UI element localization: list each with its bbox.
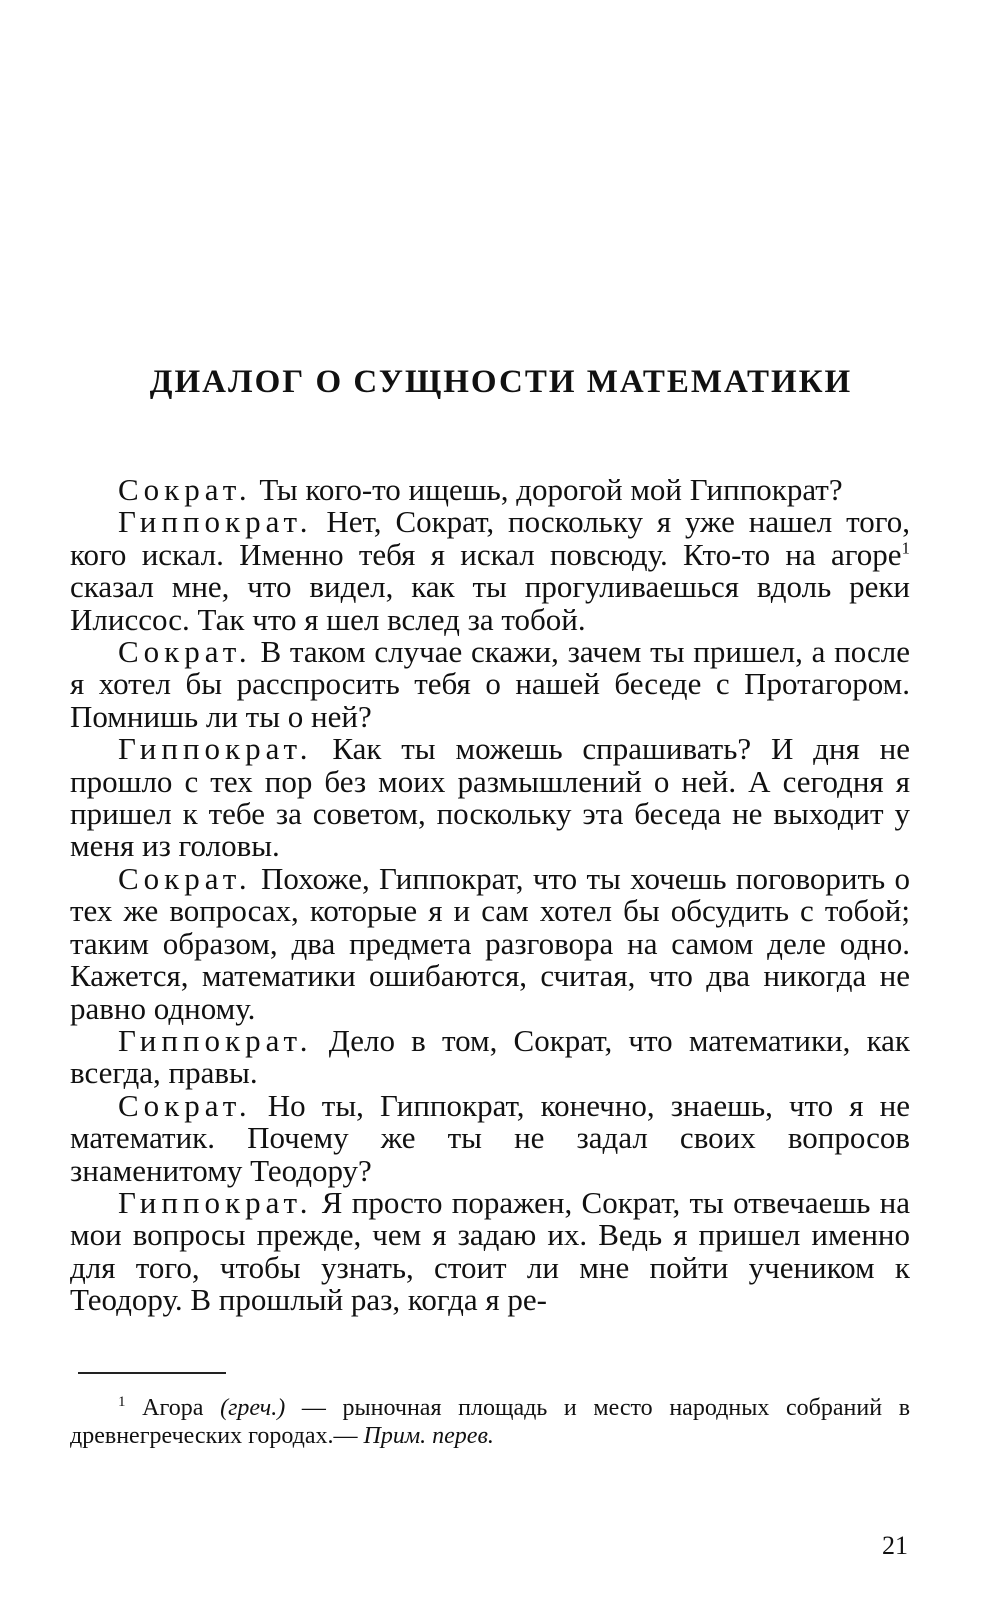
speaker-name: Сократ. <box>118 1087 252 1123</box>
footnote-lang-note: (греч.) <box>220 1395 286 1421</box>
speaker-name: Сократ. <box>118 472 252 507</box>
speaker-name: Гиппократ. <box>118 1022 313 1058</box>
speaker-name: Гиппократ. <box>118 1184 313 1220</box>
footnote <box>70 1394 910 1450</box>
page-number: 21 <box>882 1531 908 1560</box>
footnote-definition: — рыночная площадь и место народных собраний в древнегреческих городах.— <box>70 1395 911 1449</box>
paragraph-text: Как ты можешь спрашивать? И дня не прошло с тех пор без моих размышлений о ней. А сегодня я пришел к тебе за советом, поскольку эта беседа не выходит у меня из головы. <box>70 731 910 864</box>
page-title: ДИАЛОГ О СУЩНОСТИ МАТЕМАТИКИ <box>149 364 853 400</box>
dialogue-paragraph <box>70 474 910 506</box>
footnote-reference: 1 <box>901 538 910 558</box>
paragraph-text: Я просто поражен, Сократ, ты отвечаешь на мои вопросы прежде, чем я задаю их. Ведь я пришел именно для того, чтобы узнать, стоит ли мне пойти учеником к Теодору. В прошлый раз, когда я ре- <box>70 1184 910 1318</box>
paragraph-text: Но ты, Гиппократ, конечно, знаешь, что я не математик. Почему же ты не задал своих вопросов знаменитому Теодору? <box>70 1087 910 1188</box>
dialogue-body <box>70 474 910 1317</box>
dialogue-paragraph <box>70 860 910 1026</box>
speaker-name: Сократ. <box>118 860 252 896</box>
footnote-source-note: Прим. перев. <box>363 1423 494 1449</box>
dialogue-paragraph <box>70 1022 910 1091</box>
dialogue-paragraph <box>70 1087 910 1188</box>
speaker-name: Гиппократ. <box>118 504 313 540</box>
dialogue-paragraph <box>70 506 910 636</box>
dialogue-paragraph <box>70 636 910 733</box>
paragraph-text: Дело в том, Сократ, что математики, как всегда, правы. <box>70 1022 910 1091</box>
dialogue-paragraph <box>70 733 910 863</box>
paragraph-text-continued: сказал мне, что видел, как ты прогуливаешься вдоль реки Илиссос. Так что я шел вслед за тобой. <box>70 569 910 637</box>
footnote-number: 1 <box>118 1394 126 1410</box>
speaker-name: Сократ. <box>118 634 252 670</box>
footnote-term: Агора <box>142 1395 204 1421</box>
paragraph-text: В таком случае скажи, зачем ты пришел, а после я хотел бы расспросить тебя о нашей беседе с Протагором. Помнишь ли ты о ней? <box>70 634 910 734</box>
speaker-name: Гиппократ. <box>118 731 313 767</box>
footnote-divider <box>78 1372 226 1374</box>
dialogue-paragraph <box>70 1184 910 1318</box>
paragraph-text: Ты кого-то ищешь, дорогой мой Гиппократ? <box>251 472 843 507</box>
paragraph-text: Нет, Сократ, поскольку я уже нашел того, кого искал. Именно тебя я искал повсюду. Кто-то на агоре <box>70 504 910 572</box>
paragraph-text: Похоже, Гиппократ, что ты хочешь поговорить о тех же вопросах, которые я и сам хотел бы обсудить с тобой; таким образом, два предмета разговора на самом деле одно. Кажется, математики ошибаются, считая, что два никогда не равно одному. <box>70 860 910 1026</box>
